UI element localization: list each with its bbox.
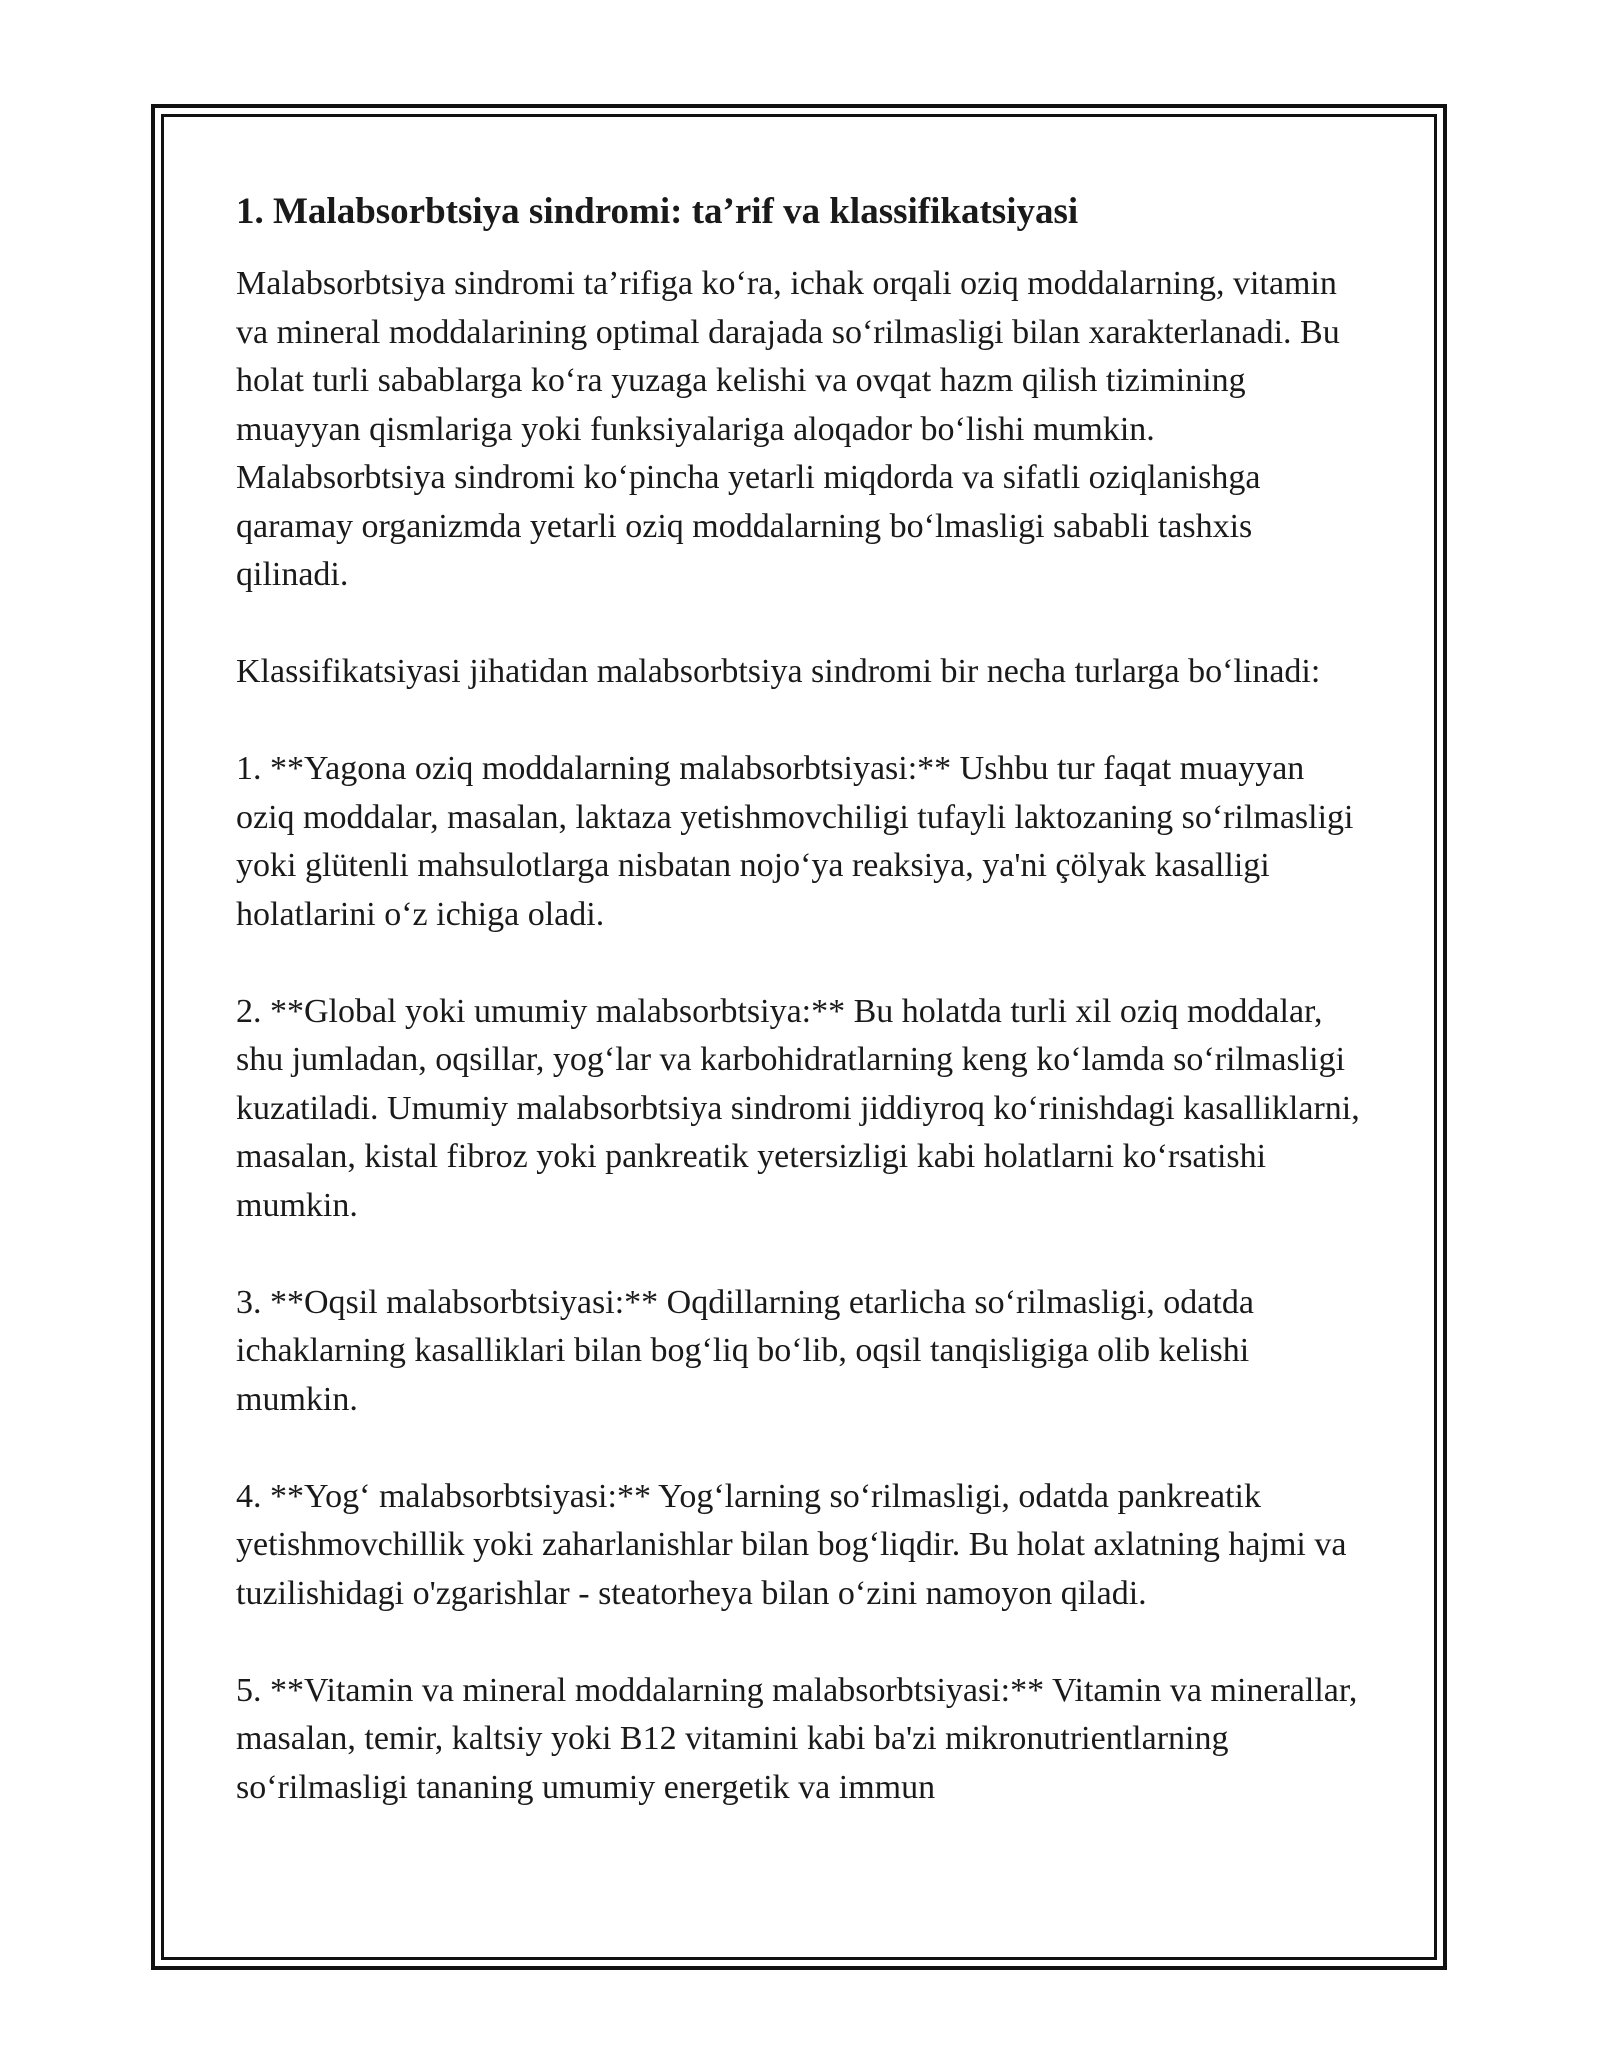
section-heading: 1. Malabsorbtsiya sindromi: ta’rif va klassifikatsiyasi [236,191,1079,232]
paragraph-type-4: 4. **Yog‘ malabsorbtsiyasi:** Yog‘larning so‘rilmasligi, odatda pankreatik yetishmovchillik yoki zaharlanishlar bilan bog‘liqdir. Bu holat axlatning hajmi va tuzilishidagi o'zgarishlar - steatorheya bilan o‘zini namoyon qiladi. [236,1477,1347,1612]
paragraph-type-2: 2. **Global yoki umumiy malabsorbtsiya:** Bu holatda turli xil oziq moddalar, shu jumladan, oqsillar, yog‘lar va karbohidratlarning keng ko‘lamda so‘rilmasligi kuzatiladi. Umumiy malabsorbtsiya sindromi jiddiyroq ko‘rinishdagi kasalliklarni, masalan, kistal fibroz yoki pankreatik yetersizligi kabi holatlarni ko‘rsatishi mumkin. [236,992,1360,1224]
paragraph-type-3: 3. **Oqsil malabsorbtsiyasi:** Oqdillarning etarlicha so‘rilmasligi, odatda ichaklarning kasalliklari bilan bog‘liq bo‘lib, oqsil tanqisligiga olib kelishi mumkin. [236,1283,1254,1418]
paragraph-type-1: 1. **Yagona oziq moddalarning malabsorbtsiyasi:** Ushbu tur faqat muayyan oziq moddalar, masalan, laktaza yetishmovchiligi tufayli laktozaning so‘rilmasligi yoki glütenli mahsulotlarga nisbatan nojo‘ya reaksiya, ya'ni çölyak kasalligi holatlarini o‘z ichiga oladi. [236,750,1354,933]
paragraph-classification-intro: Klassifikatsiyasi jihatidan malabsorbtsiya sindromi bir necha turlarga bo‘linadi: [236,653,1321,690]
document-body [236,188,1366,1861]
paragraph-type-5: 5. **Vitamin va mineral moddalarning malabsorbtsiyasi:** Vitamin va minerallar, masalan, temir, kaltsiy yoki B12 vitamini kabi ba'zi mikronutrientlarning so‘rilmasligi tananing umumiy energetik va immun [236,1671,1358,1806]
paragraph-definition: Malabsorbtsiya sindromi ta’rifiga ko‘ra, ichak orqali oziq moddalarning, vitamin va mineral moddalarining optimal darajada so‘rilmasligi bilan xarakterlanadi. Bu holat turli sabablarga ko‘ra yuzaga kelishi va ovqat hazm qilish tizimining muayyan qismlariga yoki funksiyalariga aloqador bo‘lishi mumkin. Malabsorbtsiya sindromi ko‘pincha yetarli miqdorda va sifatli oziqlanishga qaramay organizmda yetarli oziq moddalarning bo‘lmasligi sababli tashxis qilinadi. [236,265,1340,593]
